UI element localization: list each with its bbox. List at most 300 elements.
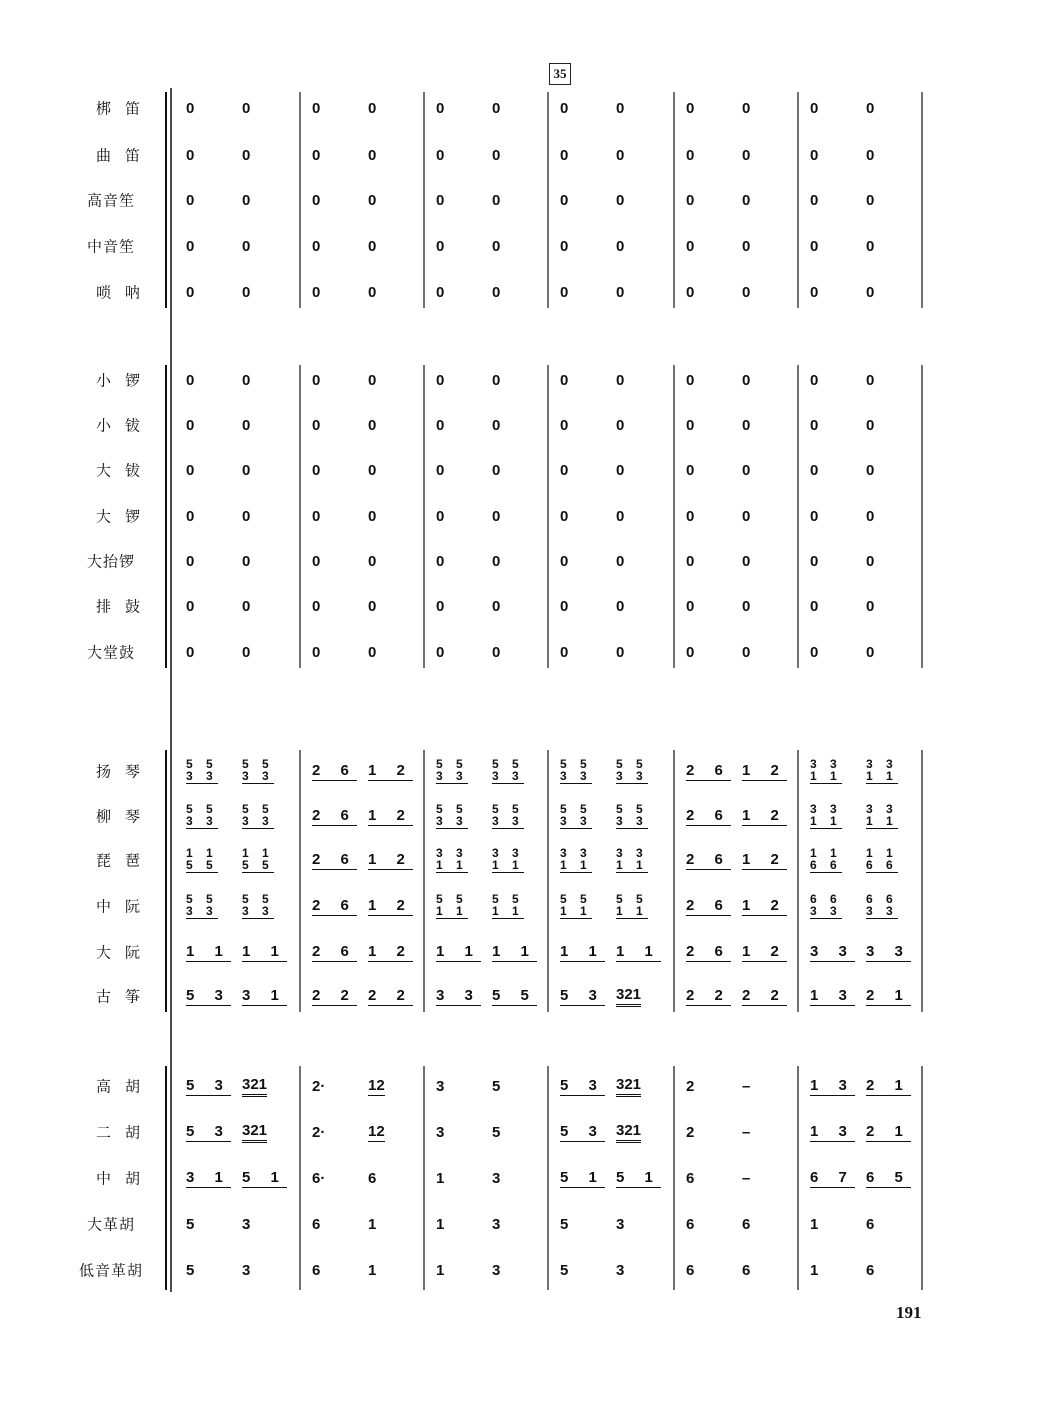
measure-cell <box>300 405 418 445</box>
beat: 2 6 <box>686 761 731 779</box>
beat: 0 <box>186 99 203 117</box>
measure-cell <box>674 1112 792 1152</box>
beat: 0 <box>742 191 759 209</box>
measure-cell <box>174 180 292 220</box>
note-stack-line: 5 5 <box>616 892 648 906</box>
beat: 0 <box>810 416 827 434</box>
note-stack-line: 1 1 <box>866 769 898 783</box>
measure-cell <box>674 496 792 536</box>
instrument-label: 排鼓 <box>95 599 154 616</box>
beat: 0 <box>742 507 759 525</box>
measure-cell <box>548 886 666 926</box>
beat: 0 <box>186 552 203 570</box>
measure-cell <box>548 632 666 672</box>
beat: 0 <box>436 371 453 389</box>
beat: 0 <box>560 99 577 117</box>
measure-cell <box>424 796 542 836</box>
beat: 0 <box>368 191 385 209</box>
note-stack-line: 1 1 <box>616 904 648 918</box>
beat: 6 <box>742 1261 751 1279</box>
note-stack-line: 3 3 <box>810 802 842 816</box>
beat: 6 <box>866 1261 875 1279</box>
measure-cell <box>174 88 292 128</box>
measure-cell <box>798 1158 916 1198</box>
beat: 0 <box>616 507 633 525</box>
beat: 321 <box>616 1112 670 1152</box>
measure-cell <box>300 1112 418 1152</box>
beat: 0 <box>312 371 329 389</box>
measure-cell <box>798 405 916 445</box>
beat: 0 <box>492 371 509 389</box>
beat: 0 <box>742 643 759 661</box>
beat <box>492 886 546 926</box>
beat <box>186 796 240 836</box>
beat: 1 1 <box>560 942 605 960</box>
beat: 0 <box>560 146 577 164</box>
beat: 0 <box>368 507 385 525</box>
beat <box>242 886 296 926</box>
measure-cell <box>674 405 792 445</box>
measure-cell <box>798 976 916 1016</box>
measure-cell <box>174 932 292 972</box>
beat: 2 2 <box>368 986 413 1004</box>
beat: 1 1 <box>436 942 481 960</box>
beat: 0 <box>186 643 203 661</box>
beat: 1 <box>436 1169 445 1187</box>
beat: 0 <box>186 283 203 301</box>
measure-cell <box>674 751 792 791</box>
instrument-label: 扬琴 <box>95 764 154 781</box>
beat: 6 <box>742 1215 751 1233</box>
beat: 0 <box>492 461 509 479</box>
beat <box>560 751 614 791</box>
beat <box>242 840 296 880</box>
measure-cell <box>548 135 666 175</box>
beat: 0 <box>436 146 453 164</box>
beat: 1 <box>810 1261 819 1279</box>
beat: 6 <box>866 1215 875 1233</box>
note-stack-line: 3 3 <box>616 846 648 860</box>
beat: 0 <box>186 371 203 389</box>
beat: 5 3 <box>560 1076 605 1094</box>
beat: 0 <box>616 371 633 389</box>
beat: 0 <box>312 416 329 434</box>
beat: 5 5 <box>492 986 537 1004</box>
beat: 0 <box>312 146 329 164</box>
note-stack-line: 5 5 <box>616 757 648 771</box>
beat: 1 3 <box>810 986 855 1004</box>
beat: 3 1 <box>242 986 287 1004</box>
beat: 0 <box>186 146 203 164</box>
note-stack-line: 1 1 <box>866 814 898 828</box>
beat: 0 <box>368 283 385 301</box>
beat: 3 1 <box>186 1168 231 1186</box>
beat: 0 <box>242 283 259 301</box>
beat: 6 5 <box>866 1168 911 1186</box>
measure-cell <box>798 541 916 581</box>
beat: 0 <box>312 643 329 661</box>
beat: 0 <box>866 643 883 661</box>
beat: 0 <box>560 507 577 525</box>
beat: 0 <box>436 416 453 434</box>
note-stack-line: 3 3 <box>186 904 218 918</box>
beat: 0 <box>810 597 827 615</box>
beat: 6 <box>312 1215 321 1233</box>
beat: 0 <box>436 507 453 525</box>
measure-cell <box>548 1250 666 1290</box>
page-number: 191 <box>896 1303 922 1322</box>
measure-cell <box>424 88 542 128</box>
beat: 0 <box>492 191 509 209</box>
beat: 3 <box>242 1215 251 1233</box>
note-stack-line: 5 5 <box>436 892 468 906</box>
measure-cell <box>798 886 916 926</box>
beat: 1 <box>368 1215 377 1233</box>
note-stack-line: 3 3 <box>436 846 468 860</box>
measure-cell <box>798 632 916 672</box>
beat: 0 <box>242 461 259 479</box>
beat <box>186 840 240 880</box>
note-stack-line: 3 3 <box>866 757 898 771</box>
instrument-label: 小锣 <box>95 373 154 390</box>
beat: 0 <box>866 371 883 389</box>
measure-cell <box>174 976 292 1016</box>
measure-cell <box>424 886 542 926</box>
beat: 0 <box>368 552 385 570</box>
beat <box>492 751 546 791</box>
beat: 0 <box>866 416 883 434</box>
beat: 0 <box>492 237 509 255</box>
note-stack-line: 1 1 <box>186 846 218 860</box>
measure-cell <box>548 496 666 536</box>
beat <box>436 751 490 791</box>
beat: 2 1 <box>866 986 911 1004</box>
measure-cell <box>300 450 418 490</box>
beat: 0 <box>616 283 633 301</box>
instrument-label: 大阮 <box>95 945 154 962</box>
note-stack-line: 3 3 <box>186 769 218 783</box>
beat <box>616 886 670 926</box>
beat: 0 <box>560 416 577 434</box>
measure-cell <box>674 840 792 880</box>
measure-cell <box>548 405 666 445</box>
beat: 0 <box>686 191 703 209</box>
beat: 0 <box>686 416 703 434</box>
measure-cell <box>174 1066 292 1106</box>
measure-cell <box>424 586 542 626</box>
beat: 0 <box>560 643 577 661</box>
beat: 0 <box>436 99 453 117</box>
beat: 0 <box>312 283 329 301</box>
measure-cell <box>300 886 418 926</box>
beat: 0 <box>436 237 453 255</box>
beat: 2 6 <box>686 942 731 960</box>
beat: 5 <box>492 1077 501 1095</box>
beat: 1 <box>810 1215 819 1233</box>
beat <box>810 796 864 836</box>
note-stack-line: 3 3 <box>492 846 524 860</box>
note-stack-line: 1 1 <box>810 769 842 783</box>
measure-cell <box>424 932 542 972</box>
beat: 0 <box>492 416 509 434</box>
beat: 0 <box>242 552 259 570</box>
note-stack-line: 5 5 <box>436 757 468 771</box>
beat: 0 <box>186 507 203 525</box>
measure-cell <box>424 1204 542 1244</box>
measure-cell <box>424 1066 542 1106</box>
measure-cell <box>174 496 292 536</box>
measure-cell <box>174 1112 292 1152</box>
beat <box>810 751 864 791</box>
beat: 0 <box>616 99 633 117</box>
beat: 0 <box>492 597 509 615</box>
beat: 12 <box>368 1122 385 1140</box>
note-stack-line: 3 3 <box>866 904 898 918</box>
measure-cell <box>674 976 792 1016</box>
note-stack-line: 6 6 <box>866 858 898 872</box>
measure-cell <box>674 886 792 926</box>
beat: 0 <box>616 191 633 209</box>
note-stack-line: 1 1 <box>436 904 468 918</box>
measure-cell <box>798 1250 916 1290</box>
measure-cell <box>424 496 542 536</box>
measure-cell <box>548 360 666 400</box>
note-stack-line: 5 5 <box>242 858 274 872</box>
measure-cell <box>174 632 292 672</box>
measure-cell <box>798 180 916 220</box>
measure-cell <box>674 932 792 972</box>
measure-cell <box>300 796 418 836</box>
beat: 5 1 <box>560 1168 605 1186</box>
beat: 0 <box>186 416 203 434</box>
measure-cell <box>798 496 916 536</box>
beat <box>186 751 240 791</box>
instrument-label: 高胡 <box>95 1079 154 1096</box>
instrument-label: 大革胡 <box>86 1217 135 1234</box>
note-stack-line: 1 1 <box>616 858 648 872</box>
instrument-label: 中阮 <box>95 899 154 916</box>
beat: 0 <box>186 237 203 255</box>
beat: 0 <box>686 371 703 389</box>
beat: 0 <box>616 552 633 570</box>
measure-cell <box>798 88 916 128</box>
measure-cell <box>424 226 542 266</box>
measure-cell <box>548 1204 666 1244</box>
beat <box>436 886 490 926</box>
measure-cell <box>174 796 292 836</box>
measure-cell <box>548 1066 666 1106</box>
beat: 2 <box>686 1077 695 1095</box>
beat: 3 <box>492 1261 501 1279</box>
measure-cell <box>174 840 292 880</box>
beat: 0 <box>810 237 827 255</box>
note-stack-line: 5 5 <box>186 802 218 816</box>
measure-cell <box>548 796 666 836</box>
note-stack-line: 3 3 <box>866 802 898 816</box>
measure-cell <box>548 932 666 972</box>
beat: 0 <box>866 237 883 255</box>
beat: 1 2 <box>742 942 787 960</box>
measure-cell <box>548 272 666 312</box>
measure-cell <box>548 226 666 266</box>
beat: 0 <box>436 552 453 570</box>
measure-cell <box>548 1158 666 1198</box>
measure-cell <box>798 1112 916 1152</box>
beat: 5 3 <box>560 986 605 1004</box>
instrument-label: 唢呐 <box>95 285 154 302</box>
beat: 0 <box>866 461 883 479</box>
instrument-label: 大抬锣 <box>86 554 135 571</box>
measure-cell <box>300 180 418 220</box>
measure-cell <box>674 450 792 490</box>
measure-cell <box>300 932 418 972</box>
beat: 321 <box>242 1066 296 1106</box>
beat: 0 <box>312 461 329 479</box>
beat: 12 <box>368 1076 385 1094</box>
instrument-label: 二胡 <box>95 1125 154 1142</box>
measure-cell <box>548 88 666 128</box>
beat: 0 <box>560 371 577 389</box>
beat: 0 <box>742 99 759 117</box>
beat: 0 <box>492 99 509 117</box>
note-stack-line: 6 6 <box>866 892 898 906</box>
note-stack-line: 5 5 <box>242 802 274 816</box>
measure-cell <box>674 88 792 128</box>
note-stack-line: 5 5 <box>186 757 218 771</box>
measure-cell <box>300 496 418 536</box>
note-stack-line: 3 3 <box>560 769 592 783</box>
beat: 0 <box>312 507 329 525</box>
beat <box>560 840 614 880</box>
beat: 3 <box>492 1215 501 1233</box>
beat: 0 <box>312 597 329 615</box>
beat: 6 <box>686 1261 695 1279</box>
beat: 0 <box>742 461 759 479</box>
measure-cell <box>300 840 418 880</box>
measure-cell <box>798 360 916 400</box>
beat: 1 <box>368 1261 377 1279</box>
note-stack-line: 3 3 <box>810 757 842 771</box>
beat: 2 2 <box>742 986 787 1004</box>
measure-cell <box>424 1112 542 1152</box>
beat: 5 <box>560 1215 569 1233</box>
beat <box>866 796 920 836</box>
beat: 0 <box>742 597 759 615</box>
instrument-label: 琵琶 <box>95 853 154 870</box>
beat: 1 1 <box>492 942 537 960</box>
beat: 0 <box>686 643 703 661</box>
beat: 1 <box>436 1215 445 1233</box>
beat: 0 <box>810 552 827 570</box>
measure-cell <box>674 272 792 312</box>
measure-cell <box>424 840 542 880</box>
note-stack-line: 3 3 <box>242 814 274 828</box>
beat: 0 <box>866 191 883 209</box>
measure-cell <box>798 932 916 972</box>
measure-cell <box>674 1066 792 1106</box>
measure-cell <box>798 135 916 175</box>
beat: 0 <box>742 416 759 434</box>
beat: 321 <box>242 1112 296 1152</box>
beat: 2 1 <box>866 1122 911 1140</box>
beat <box>242 751 296 791</box>
measure-cell <box>798 840 916 880</box>
beat: 1 1 <box>242 942 287 960</box>
measure-cell <box>300 1158 418 1198</box>
note-stack-line: 3 3 <box>242 769 274 783</box>
beat: 0 <box>742 283 759 301</box>
note-stack-line: 5 5 <box>186 858 218 872</box>
measure-cell <box>300 135 418 175</box>
measure-cell <box>674 1250 792 1290</box>
beat: 0 <box>492 146 509 164</box>
measure-cell <box>174 405 292 445</box>
beat: 0 <box>742 552 759 570</box>
measure-cell <box>424 360 542 400</box>
note-stack-line: 1 1 <box>242 846 274 860</box>
measure-cell <box>674 586 792 626</box>
beat: 3 <box>436 1077 445 1095</box>
beat: 1 1 <box>616 942 661 960</box>
beat: 5 3 <box>186 1076 231 1094</box>
beat: 0 <box>810 283 827 301</box>
beat: 0 <box>368 643 385 661</box>
note-stack-line: 5 5 <box>242 757 274 771</box>
beat: 0 <box>242 507 259 525</box>
note-stack-line: 3 3 <box>186 814 218 828</box>
note-stack-line: 1 1 <box>560 904 592 918</box>
measure-cell <box>174 360 292 400</box>
beat: 5 3 <box>560 1122 605 1140</box>
beat: 0 <box>436 461 453 479</box>
note-stack-line: 3 3 <box>560 846 592 860</box>
beat <box>616 751 670 791</box>
measure-cell <box>798 450 916 490</box>
measure-cell <box>798 796 916 836</box>
note-stack-line: 1 1 <box>436 858 468 872</box>
instrument-label: 古筝 <box>95 989 154 1006</box>
beat: 321 <box>616 976 670 1016</box>
beat: 0 <box>312 237 329 255</box>
measure-cell <box>300 1204 418 1244</box>
measure-cell <box>674 180 792 220</box>
beat: 0 <box>186 191 203 209</box>
measure-cell <box>174 541 292 581</box>
note-stack-line: 5 5 <box>560 802 592 816</box>
measure-cell <box>548 450 666 490</box>
note-stack-line: 5 5 <box>560 892 592 906</box>
measure-cell <box>674 360 792 400</box>
note-stack-line: 3 3 <box>436 769 468 783</box>
beat: 1 2 <box>742 850 787 868</box>
beat <box>866 751 920 791</box>
beat: 0 <box>866 507 883 525</box>
beat: 3 <box>436 1123 445 1141</box>
beat: 0 <box>492 507 509 525</box>
measure-cell <box>548 751 666 791</box>
note-stack-line: 1 1 <box>492 858 524 872</box>
beat: 5 3 <box>186 986 231 1004</box>
instrument-label: 高音笙 <box>86 193 135 210</box>
beat: 0 <box>616 416 633 434</box>
measure-cell <box>174 751 292 791</box>
measure-cell <box>300 976 418 1016</box>
instrument-label: 大堂鼓 <box>86 645 135 662</box>
beat: 2 6 <box>686 850 731 868</box>
beat: 0 <box>242 371 259 389</box>
beat: – <box>742 1077 751 1095</box>
beat: 1 2 <box>368 942 413 960</box>
